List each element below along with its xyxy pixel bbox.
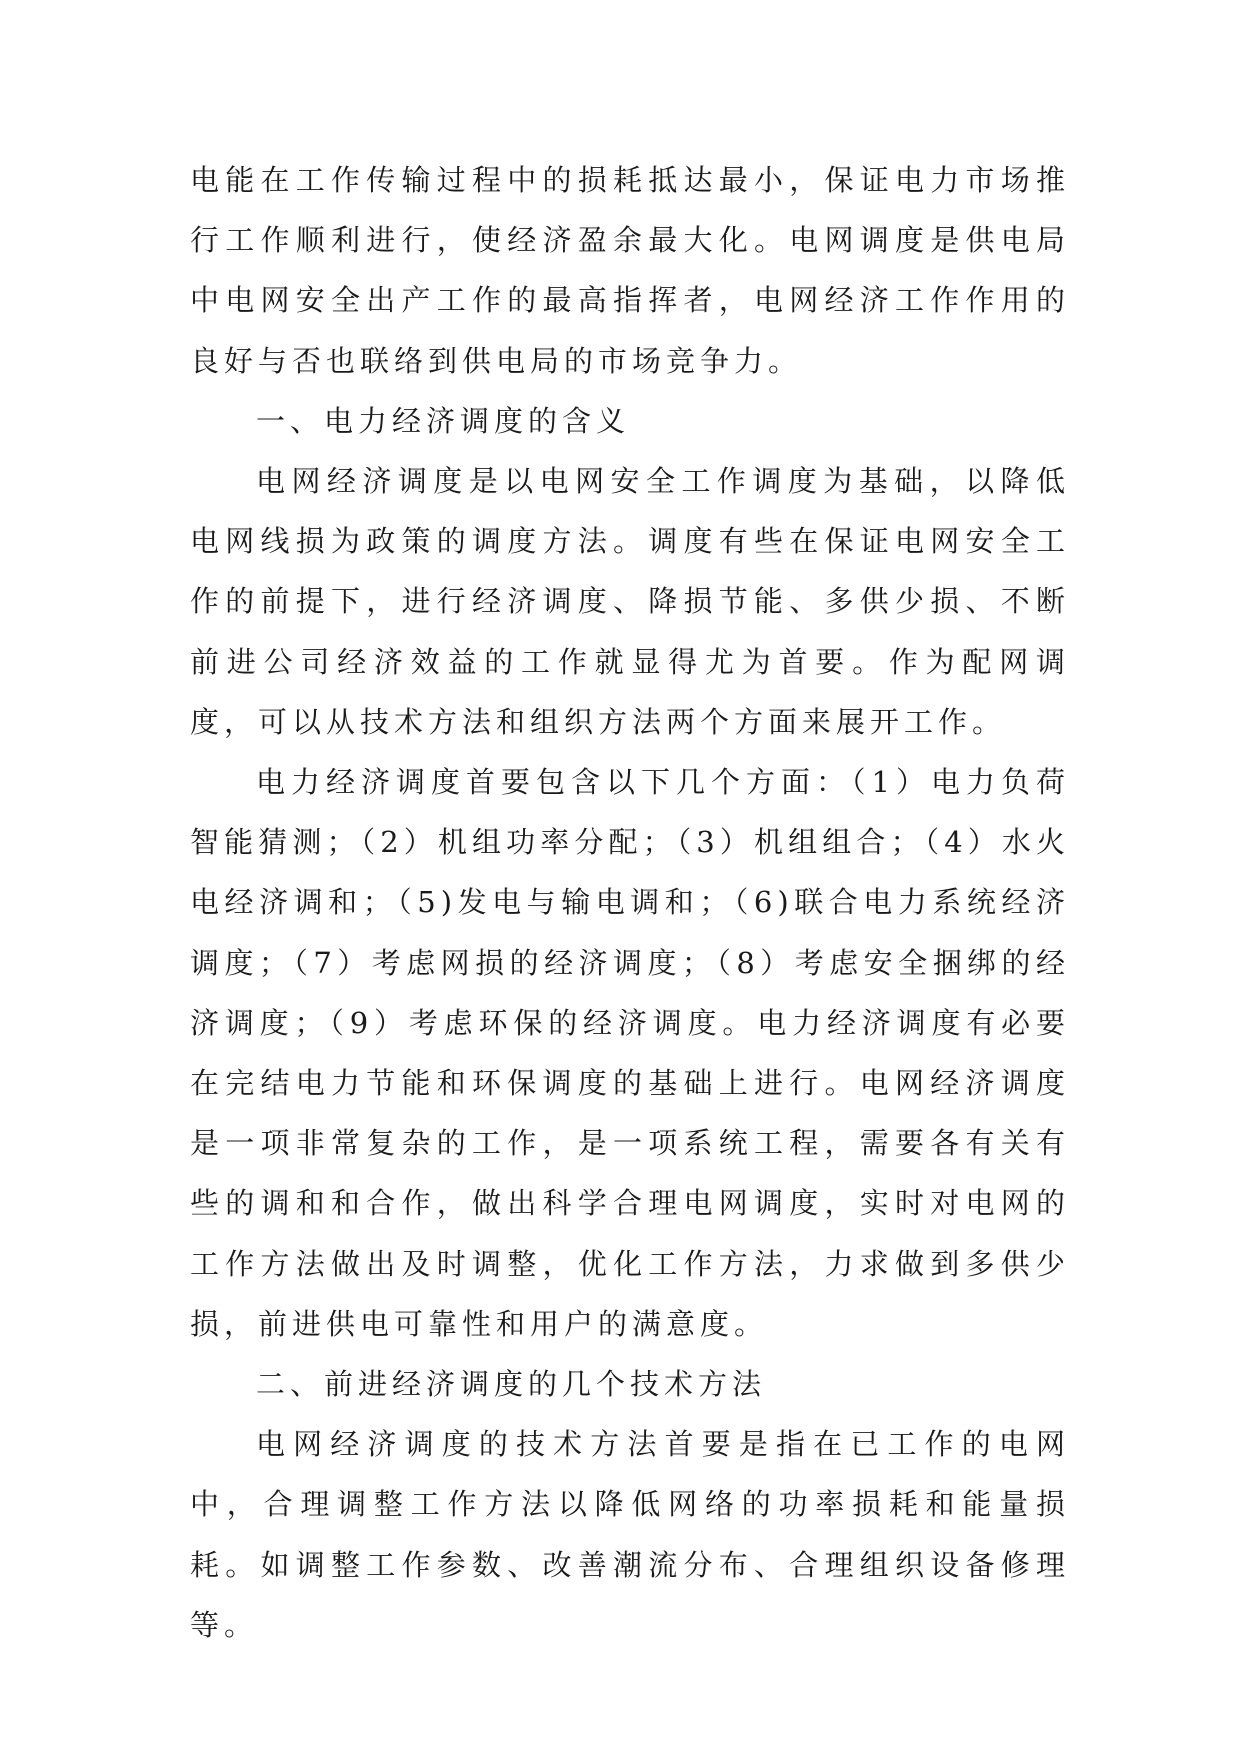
section-heading-1: 一、电力经济调度的含义 — [256, 403, 631, 438]
document-page — [190, 150, 1070, 1655]
paragraph-aspects: 电力经济调度首要包含以下几个方面：（1）电力负荷智能猜测；（2）机组功率分配；（3）机组组合；（4）水火电经济调和；（5)发电与输电调和；（6)联合电力系统经济调度；（7）考虑网损的经济调度；（8）考虑安全捆绑的经济调度；（9）考虑环保的经济调度。电力经济调度有必要在完结电力节能和环保调度的基础上进行。电网经济调度是一项非常复杂的工作，是一项系统工程，需要各有关有些的调和和合作，做出科学合理电网调度，实时对电网的工作方法做出及时调整，优化工作方法，力求做到多供少损，前进供电可靠性和用户的满意度。 — [190, 765, 1070, 1341]
paragraph-intro-continuation: 电能在工作传输过程中的损耗抵达最小，保证电力市场推行工作顺利进行，使经济盈余最大化。电网调度是供电局中电网安全出产工作的最高指挥者，电网经济工作作用的良好与否也联络到供电局的市场竞争力。 — [190, 163, 1070, 378]
section-heading-2: 二、前进经济调度的几个技术方法 — [256, 1367, 767, 1402]
paragraph-definition: 电网经济调度是以电网安全工作调度为基础，以降低电网线损为政策的调度方法。调度有些在保证电网安全工作的前提下，进行经济调度、降损节能、多供少损、不断前进公司经济效益的工作就显得尤为首要。作为配网调度，可以从技术方法和组织方法两个方面来展开工作。 — [190, 464, 1070, 739]
paragraph-technical-methods: 电网经济调度的技术方法首要是指在已工作的电网中，合理调整工作方法以降低网络的功率损耗和能量损耗。如调整工作参数、改善潮流分布、合理组织设备修理等。 — [190, 1427, 1070, 1642]
